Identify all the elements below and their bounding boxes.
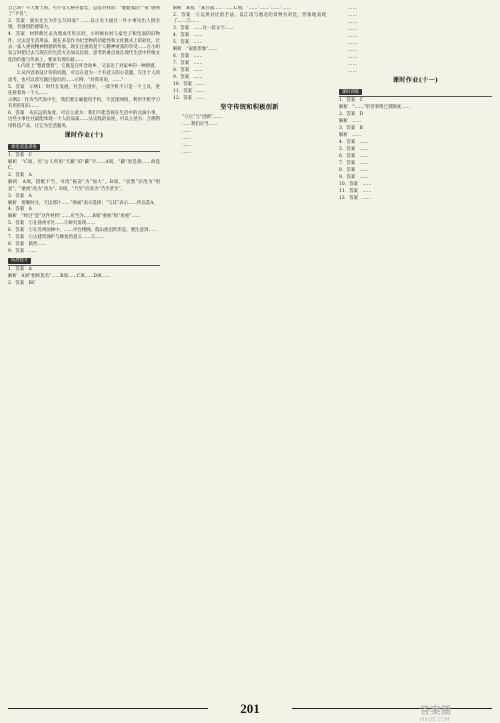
explanation: 解析 “……”形容事情已到限度…… xyxy=(339,105,411,111)
answer: 2．答案 A xyxy=(8,173,32,179)
answer: 3．答案 ……这一段文字…… xyxy=(173,26,234,32)
answer: 7．答案 ①古建筑保护与修复的意义……②…… xyxy=(8,235,105,241)
essay-paragraph: …… xyxy=(348,33,357,39)
watermark-sub: MXQE.COM xyxy=(420,717,450,723)
paragraph: 6．答案 从长远的角度，可以立意为：我们不能忽视在生活中的点滴小事，这些小事往往最能体现一个人的品质……从实践的角度，可以立意为：合理利用科技产品，让它为生活服务。 xyxy=(8,111,160,129)
page-number: 201 xyxy=(240,701,260,716)
answer: 6．答案 ①在苏州园林中，……亭台楼阁、假山池沼的形态，要注意到…… xyxy=(8,228,158,234)
answer: 8．答案 …… xyxy=(173,67,203,73)
essay-paragraph: …… xyxy=(348,68,357,74)
answer: 8．答案 …… xyxy=(339,167,369,173)
answer: 5．答案 …… xyxy=(173,40,203,46)
section-tag-row xyxy=(8,143,160,152)
answer: 3．答案 B xyxy=(339,126,363,132)
essay-paragraph: …… xyxy=(182,128,191,134)
paragraph: 1.内容上“想着想着”，它既是在怀念故乡，又表达了对家乡的一种情感。 xyxy=(17,64,159,70)
document-page xyxy=(8,6,492,701)
explanation: 解析 …… xyxy=(339,132,362,138)
section-tag-ext: 拓展提升 xyxy=(8,258,31,264)
essay-title: 坚守传统和积极创新 xyxy=(220,104,279,112)
explanation: 解析 傍晚时分，天边那片……“抑或”表示选择；“与其”表示……所以选A。 xyxy=(8,200,158,206)
lesson-11-title: 课时作业(十一) xyxy=(392,77,439,85)
answer: 1．答案 C xyxy=(8,153,32,159)
essay-paragraph: …… xyxy=(182,142,191,148)
explanation: 解析 A项“始终莫名”……B项……C项……D项…… xyxy=(8,273,111,279)
answer: 10．答案 …… xyxy=(173,81,206,87)
paragraph: 4．答案 材料释过去为理成年形式时，小时候农村人家宅子和里面的旧物件，过去是生活用品，现在多是作为纪念物的功能性和文化模式上的转化，过去一家人重视精神情感的传承，现在注重的是个人精神财富的享受……在小组发言时把过去与现在的生活方式加以比较，思考的重点放在现代生活中传统文化的价值与传承上，要求有理有据…… xyxy=(8,32,160,63)
answer: 2．答案 D xyxy=(339,112,364,118)
answer: 7．答案 …… xyxy=(339,160,369,166)
answer: 5．答案 ①在扬州市区……②研究发现…… xyxy=(8,221,96,227)
explanation: 解析 “经过”是“这件材料”……应当为……B项“重视”和“看重”…… xyxy=(8,214,141,220)
essay-paragraph: …… xyxy=(348,40,357,46)
answer: 12．答案 …… xyxy=(173,95,206,101)
answer: 11．答案 …… xyxy=(339,188,372,194)
answer: 7．答案 …… xyxy=(173,60,203,66)
essay-paragraph: …… xyxy=(348,12,357,18)
essay-paragraph: …… xyxy=(348,47,357,53)
answer: 9．答案 …… xyxy=(8,249,38,255)
essay-paragraph: …… xyxy=(348,26,357,32)
answer: 1．答案 C xyxy=(339,98,363,104)
paragraph: 自己吗？不人要上班，可小女儿格外留恋，总是对我说：“姥姥家的”“夜”感到了“不肖”。 xyxy=(8,6,160,18)
answer: 6．答案 …… xyxy=(173,53,203,59)
answer: 10．答案 …… xyxy=(339,181,372,187)
section-tag-train: 课时训练 xyxy=(339,89,362,95)
lesson-10-title: 课时作业(十) xyxy=(64,132,104,140)
answer: 5．答案 …… xyxy=(339,146,369,152)
explanation: 解析 A项，搭配不当，可改“振奋”为“加大”。B项，“显然”应改为“明显”，“重视”改为“改为”。D项，“乃至”应改为“乃至甚至”。 xyxy=(8,180,160,192)
essay-paragraph: ……我们应当…… xyxy=(182,121,218,127)
answer: 12．答案 …… xyxy=(339,195,372,201)
essay-paragraph: …… xyxy=(348,19,357,25)
section-tag-row xyxy=(339,88,492,97)
explanation: 解析 B项，“某方面……”……C项，“……”……“……”…… xyxy=(173,6,291,11)
answer: 2．答案 BC xyxy=(8,280,36,286)
paragraph: 示例2：作为当代高中生，我们要正确使用手机，不沉迷网络，利用手机学习有用的知识…… xyxy=(8,97,160,110)
explanation: 解析 “C项，名”古人所用“天籁”的“籁”字……A项，“籁”原是指……故选C。 xyxy=(8,160,160,172)
column-left xyxy=(8,6,160,699)
essay-paragraph: “守正”与“创新”…… xyxy=(182,114,223,120)
watermark-main: 答案圈 xyxy=(420,706,452,717)
answer: 1．答案 A xyxy=(8,266,32,272)
answer: 6．答案 …… xyxy=(339,153,369,159)
paragraph: 2.从内容看设计你的问题，可以在意为一个有意义的小话题，写出个人的思考，也可以改写题目提出的……示例：“对我来说，……” xyxy=(8,71,160,83)
answer: 8．答案 陕西…… xyxy=(8,242,47,248)
essay-paragraph: …… xyxy=(182,135,191,141)
column-middle xyxy=(173,6,326,699)
column-right xyxy=(339,6,492,699)
answer: 4．答案 A xyxy=(8,207,32,213)
answer: 11．答案 …… xyxy=(173,88,206,94)
answer: 9．答案 …… xyxy=(173,74,203,80)
section-tag-row xyxy=(8,256,160,265)
answer: 3．答案 A xyxy=(8,193,32,199)
answer: 4．答案 …… xyxy=(339,139,369,145)
watermark-logo xyxy=(420,702,494,721)
answer: 2．答案 ①运用对比的手法，以江南与塞北的景物为对比，形象地表现了……②…… xyxy=(173,12,326,25)
section-tag-base: 课堂双基训练 xyxy=(8,144,40,150)
answer: 4．答案 …… xyxy=(173,33,203,39)
answer: 9．答案 …… xyxy=(339,174,369,180)
explanation: 解析 “家族形象”…… xyxy=(173,47,218,53)
essay-paragraph: …… xyxy=(348,6,357,11)
essay-paragraph: …… xyxy=(182,149,191,155)
paragraph: 3．答案 梁实先生为什么写回家？……以小见大通过一件小事见出人情亲情，有强烈的感染力。 xyxy=(8,19,160,31)
essay-paragraph: …… xyxy=(348,54,357,60)
explanation: 解析 …… xyxy=(339,119,362,125)
paragraph: 5．答案 示例1：时代在发展，社会在进步，一部手机不只是一个工具，更连接着每一个人…… xyxy=(8,84,160,96)
essay-paragraph: …… xyxy=(348,61,357,67)
